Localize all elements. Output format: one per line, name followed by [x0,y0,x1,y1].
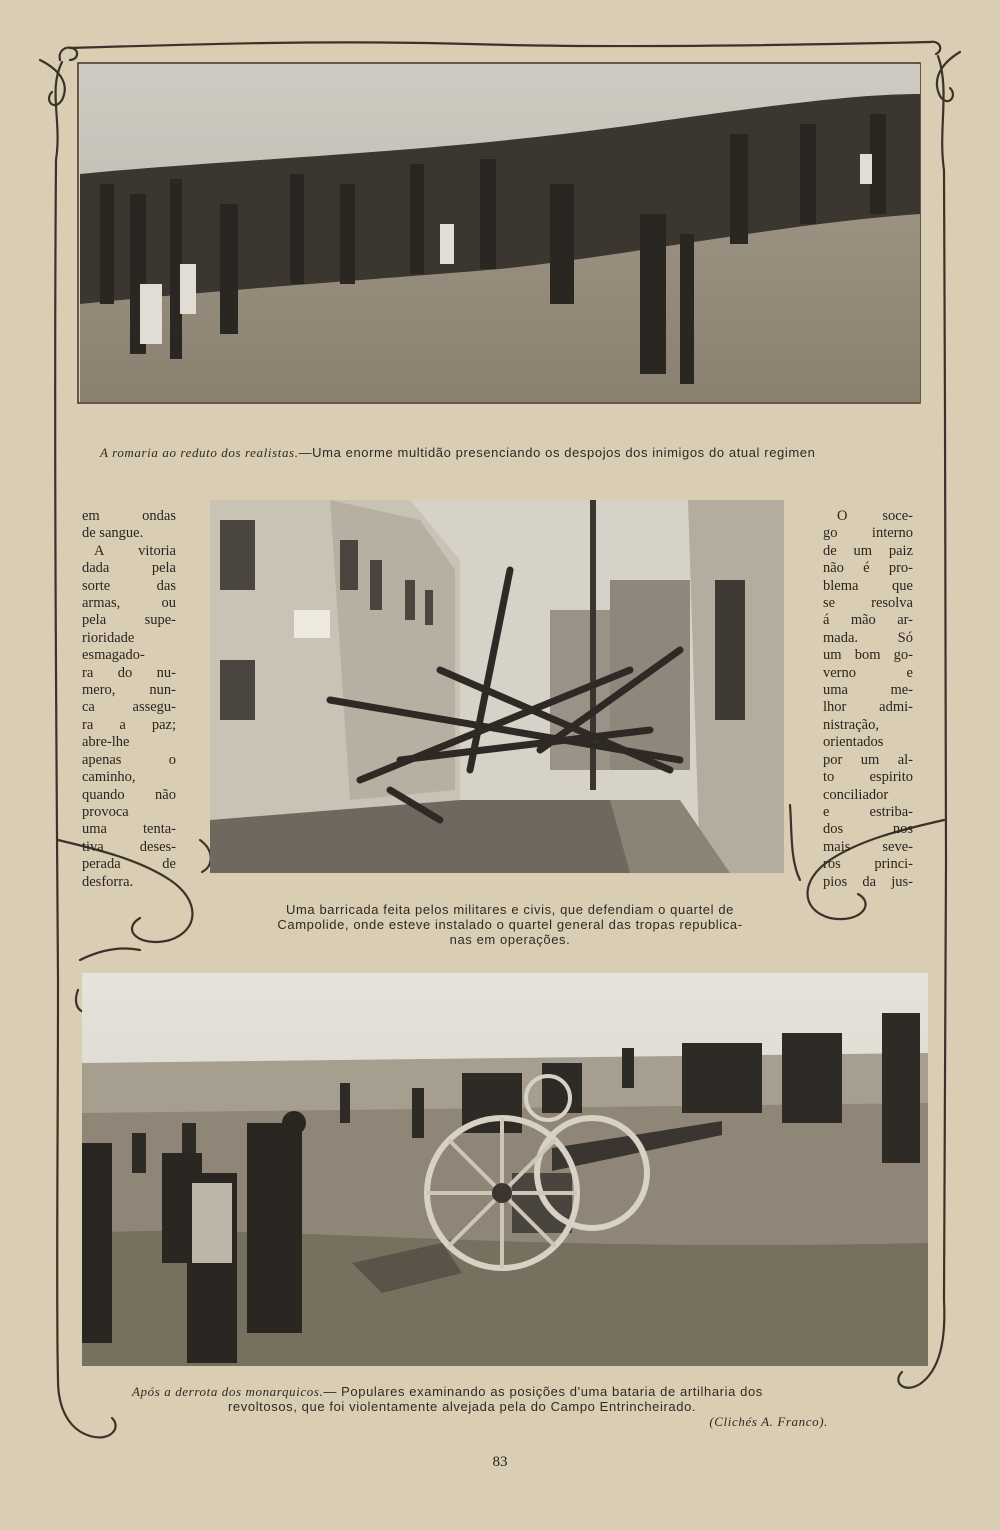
text-line: mero, nun- [82,682,176,699]
text-line: to espirito [823,769,913,786]
text-line: mada. Só [823,629,913,646]
text-line: verno e [823,664,913,681]
text-line: ca assegu- [82,699,176,716]
text-line: de sangue. [82,525,144,542]
text-line: não é pro- [823,560,913,577]
caption-top-photo [100,445,930,460]
caption-top-italic: A romaria ao reduto dos realistas. [100,445,299,460]
text-line: sorte das [82,577,176,594]
caption-top-rest: —Uma enorme multidão presenciando os despojos dos inimigos do atual regimen [298,445,816,460]
text-line: conciliador [823,786,889,803]
page-number: 83 [492,1454,508,1470]
photo-barricade [210,500,784,873]
text-line: ros princi- [823,856,913,873]
text-line: perada de [82,856,176,873]
text-line: uma tenta- [82,821,176,838]
text-line: abre-lhe [82,734,130,751]
photo-artillery-battery [82,973,928,1366]
text-line: em ondas [82,508,176,524]
caption-bottom-italic: Após a derrota dos monarquicos. [132,1384,324,1399]
text-line: e estriba- [823,803,913,820]
text-line: apenas o [82,751,176,768]
text-line: orientados [823,734,884,751]
text-line: por um al- [823,751,913,768]
caption-bottom-line-2: revoltosos, que foi violentamente alvejada pela do Campo Entrincheirado. [228,1399,697,1414]
caption-bottom-rest: — Populares examinando as posições d'uma bataria de artilharia dos [323,1384,763,1399]
caption-bottom-photo [100,1384,920,1429]
text-line: rioridade [82,629,135,646]
text-line: armas, ou [82,595,176,612]
text-line: lhor admi- [823,699,913,716]
caption-middle-line-1: Uma barricada feita pelos militares e civis, que defendiam o quartel de [286,902,734,917]
text-line: um bom go- [823,647,913,664]
text-line: provoca [82,803,129,820]
text-line: mais seve- [823,838,913,855]
text-line: nistração, [823,716,879,733]
text-line: quando não [82,786,176,803]
text-line: á mão ar- [823,612,913,629]
caption-bottom-line-1 [100,1384,920,1399]
text-line: de um paiz [823,542,913,559]
text-line: dada pela [82,560,176,577]
text-line: O soce- [837,508,913,524]
text-column-left [82,508,176,891]
text-line: se resolva [823,595,913,612]
text-line: caminho, [82,769,136,786]
text-line: tiva deses- [82,838,176,855]
text-line: blema que [823,577,913,594]
caption-middle-line-3: nas em operações. [449,932,571,947]
text-line: ra a paz; [82,716,176,733]
photo-crowd-on-hill [80,64,920,402]
text-line: pios da jus- [823,873,913,890]
text-line: A vitoria [94,542,176,559]
caption-middle-photo [230,902,790,947]
text-line: uma me- [823,682,913,699]
photo-credit: (Clichés A. Franco). [709,1414,828,1429]
text-line: ra do nu- [82,664,176,681]
text-line: pela supe- [82,612,176,629]
text-line: esmagado- [82,647,145,664]
text-line: go interno [823,525,913,542]
text-column-right [823,508,913,891]
text-line: dos nos [823,821,913,838]
text-line: desforra. [82,873,134,890]
caption-middle-line-2: Campolide, onde esteve instalado o quartel general das tropas republica- [277,917,743,932]
